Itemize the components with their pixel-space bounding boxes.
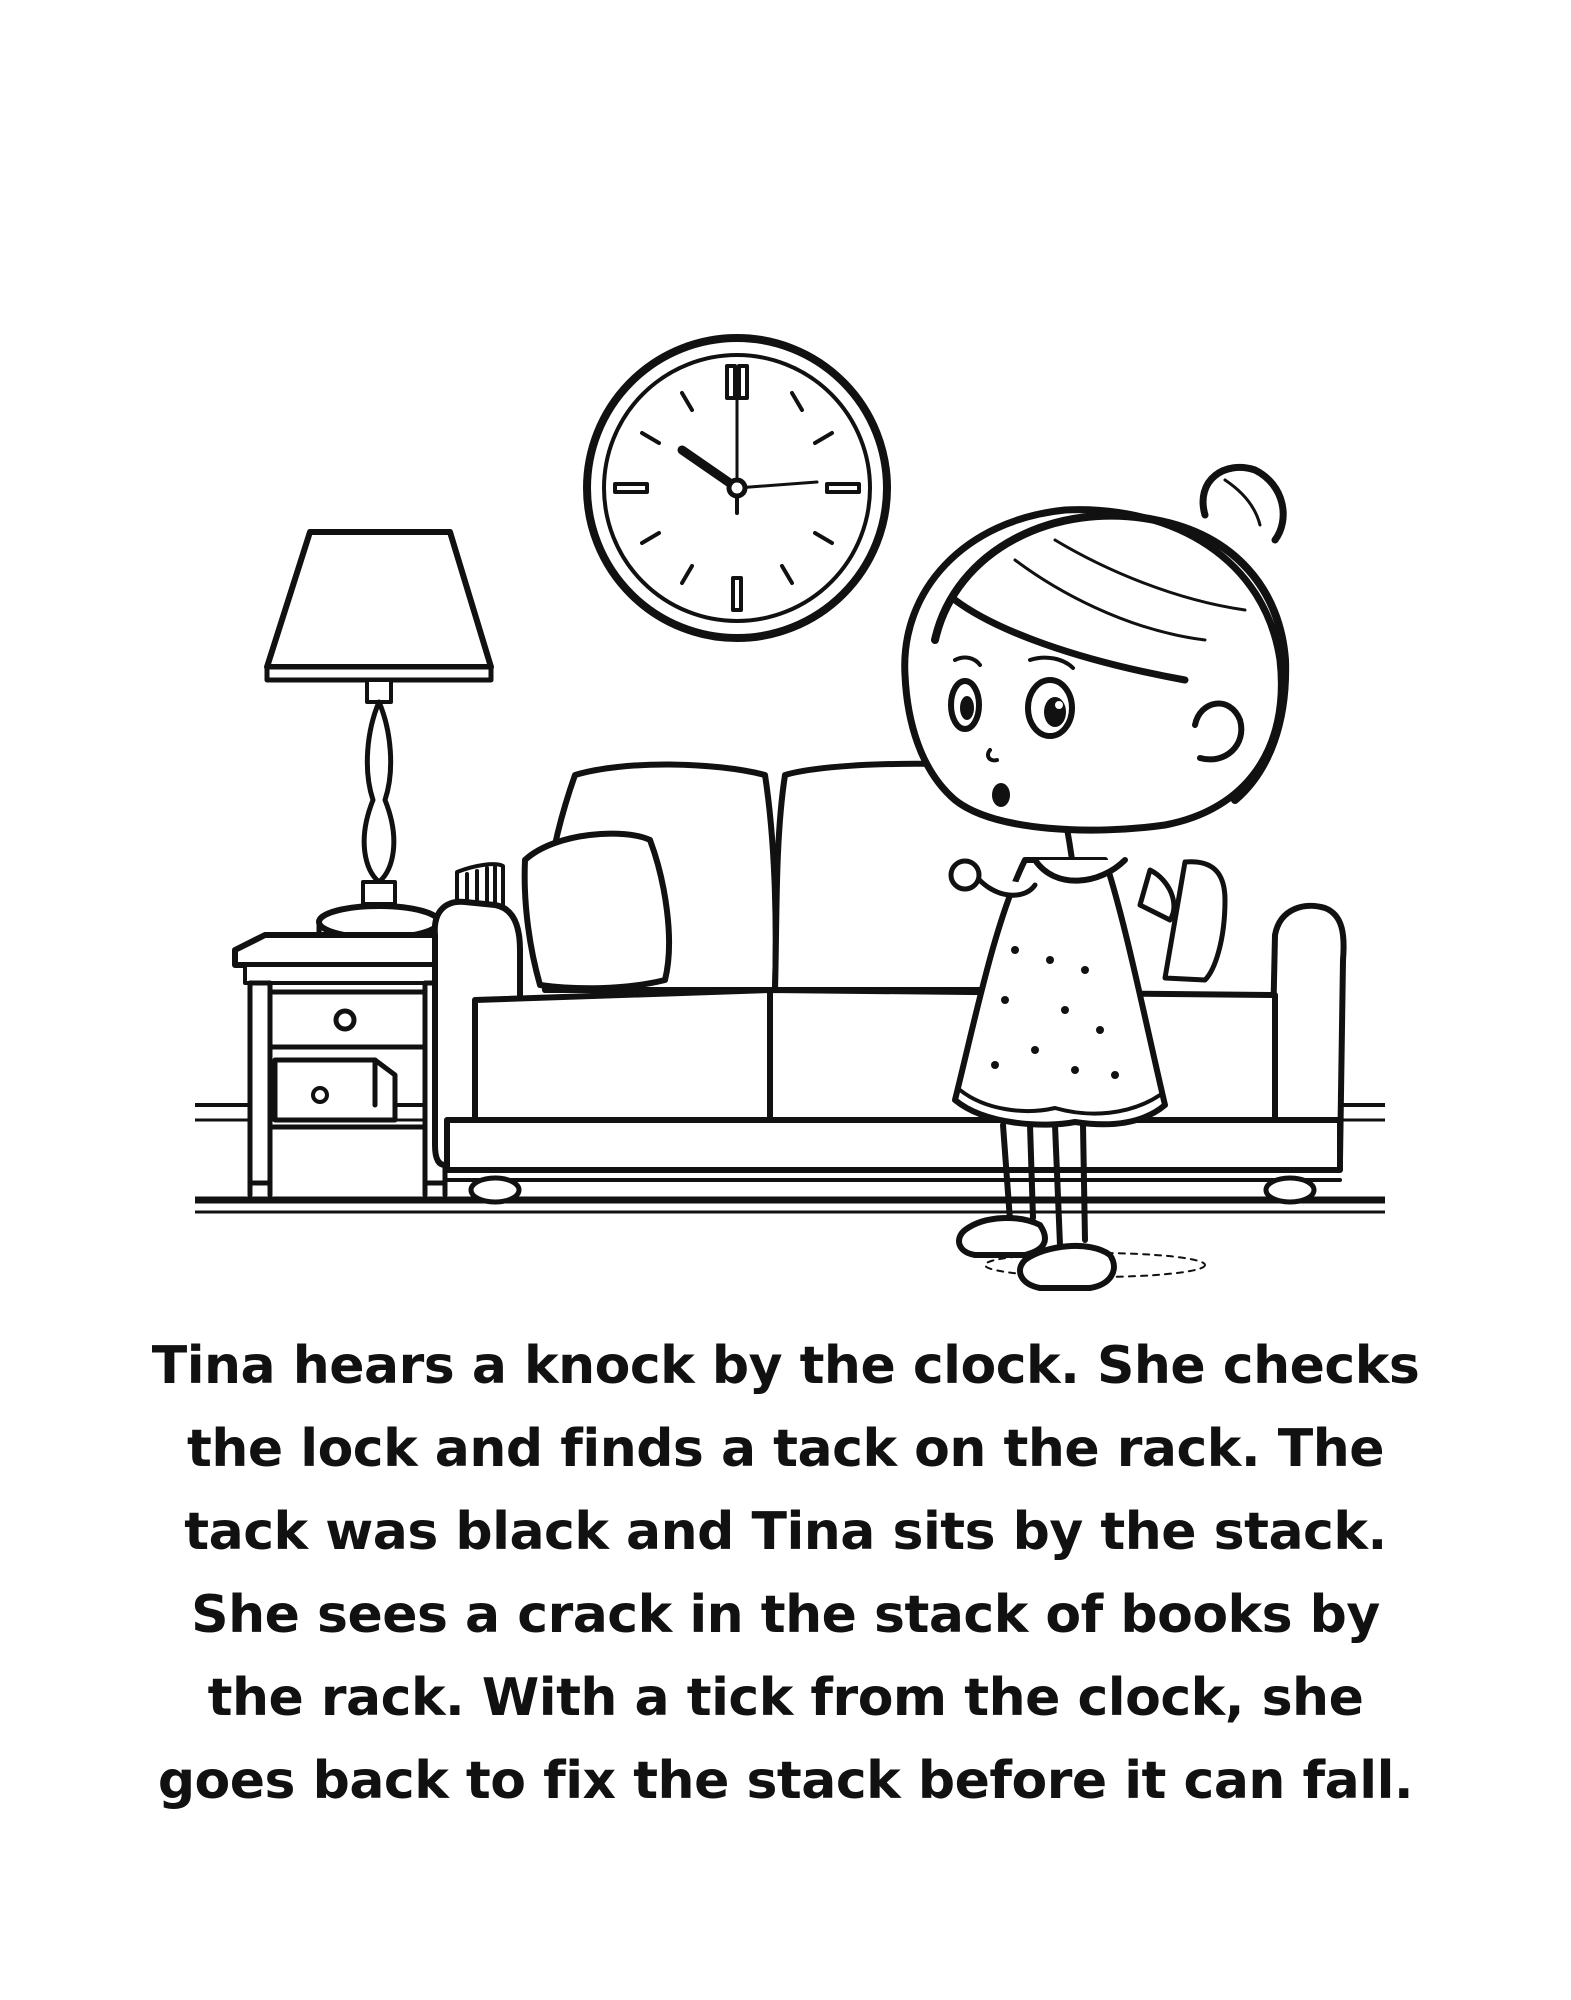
- story-text: [150, 1325, 1421, 1823]
- room-illustration: [195, 160, 1385, 1310]
- story-line: the rack. With a tick from the clock, she: [207, 1668, 1364, 1728]
- story-line: Tina hears a knock by the clock. She checks: [151, 1336, 1420, 1396]
- story-line: She sees a crack in the stack of books by: [191, 1585, 1380, 1645]
- sofa-icon: [435, 764, 1344, 1202]
- story-line: goes back to fix the stack before it can fall.: [157, 1751, 1414, 1811]
- side-table-icon: [235, 935, 460, 1195]
- story-line: tack was black and Tina sits by the stack.: [184, 1502, 1387, 1562]
- story-line: the lock and finds a tack on the rack. The: [187, 1419, 1384, 1479]
- wall-clock-icon: [587, 338, 887, 638]
